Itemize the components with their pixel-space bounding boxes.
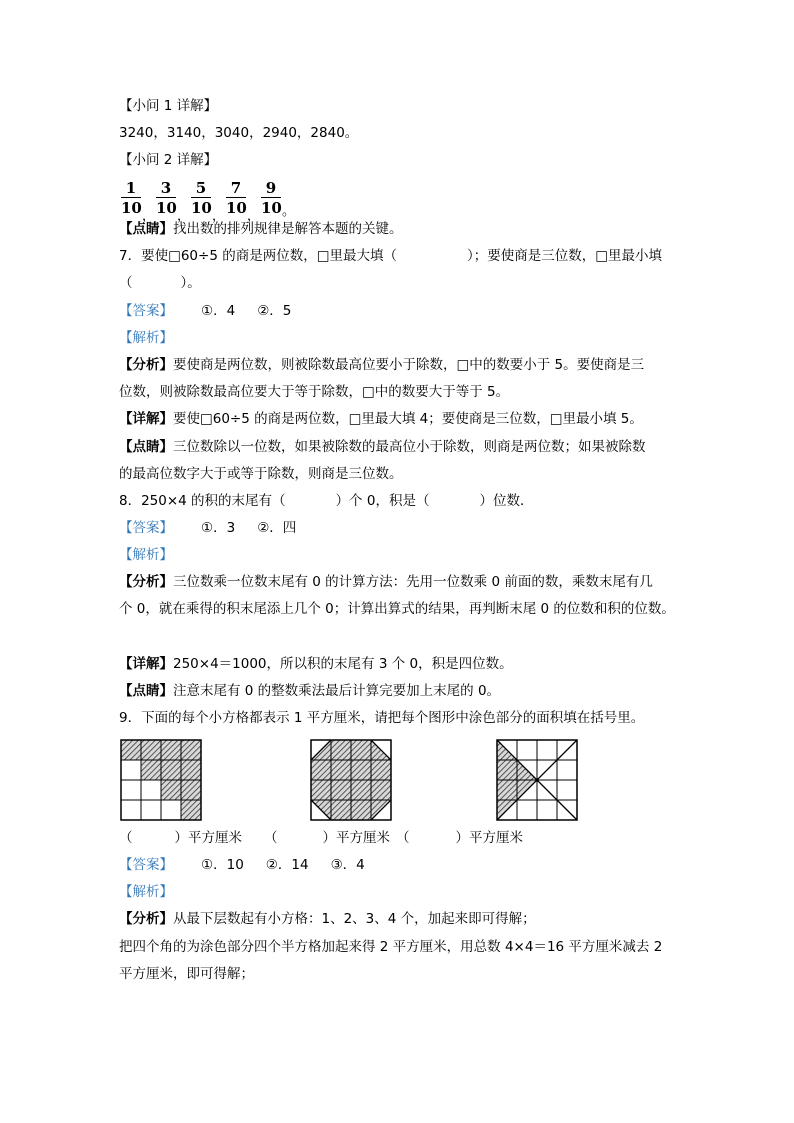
note6: 【点睛】找出数的排列规律是解答本题的关键。 — [119, 221, 403, 237]
figure-staircase-grid — [120, 739, 202, 821]
q9-answer: 【答案】 ①．10 ②．14 ③．4 — [119, 857, 365, 873]
q8-question: 8．250×4 的积的末尾有（ ）个 0，积是（ ）位数． — [119, 493, 534, 509]
q9-fenxi-line1: 【分析】从最下层数起有小方格：1、2、3、4 个，加起来即可得解； — [119, 911, 536, 927]
answer-label: 【答案】 — [119, 520, 173, 536]
fraction-1: 1 10 — [121, 179, 142, 217]
q8-xiangjie: 【详解】250×4＝1000，所以积的末尾有 3 个 0，积是四位数。 — [119, 656, 513, 672]
answer-label: 【答案】 — [119, 857, 173, 873]
q9-blanks: （ ）平方厘米 （ ）平方厘米 （ ）平方厘米 — [119, 830, 523, 846]
q7-fenxi-line1: 【分析】要使商是两位数，则被除数最高位要小于除数，□中的数要小于 5。要使商是三 — [119, 357, 645, 373]
q7-answer: 【答案】 ①．4 ②．5 — [119, 303, 292, 319]
q8-fenxi-line1: 【分析】三位数乘一位数末尾有 0 的计算方法：先用一位数乘 0 前面的数，乘数末尾有几 — [119, 574, 653, 590]
q8-fenxi-line2: 个 0，就在乘得的积末尾添上几个 0；计算出算式的结果，再判断末尾 0 的位数和积的位数。 — [119, 601, 675, 617]
q9-analysis-label: 【解析】 — [119, 884, 173, 900]
fraction-4: 7 10 — [226, 179, 247, 217]
fraction-3: 5 10 — [191, 179, 212, 217]
figure-triangle-grid — [496, 739, 578, 821]
q7-question-line1: 7．要使□60÷5 的商是两位数，□里最大填（ ）；要使商是三位数，□里最小填 — [119, 248, 662, 264]
q7-analysis-label: 【解析】 — [119, 330, 173, 346]
q8-analysis-label: 【解析】 — [119, 547, 173, 563]
q8-dianjing: 【点睛】注意末尾有 0 的整数乘法最后计算完要加上末尾的 0。 — [119, 683, 501, 699]
fraction-5: 9 10 — [261, 179, 282, 217]
q7-fenxi-line2: 位数，则被除数最高位要大于等于除数，□中的数要大于等于 5。 — [119, 384, 510, 400]
figure-octagon-grid — [310, 739, 392, 821]
sub1-heading: 【小问 1 详解】 — [119, 98, 218, 114]
q7-dianjing-line2: 的最高位数字大于或等于除数，则商是三位数。 — [119, 466, 403, 482]
q9-question: 9．下面的每个小方格都表示 1 平方厘米，请把每个图形中涂色部分的面积填在括号里。 — [119, 710, 645, 726]
sub1-answer: 3240，3140，3040，2940，2840。 — [119, 125, 359, 141]
q7-dianjing-line1: 【点睛】三位数除以一位数，如果被除数的最高位小于除数，则商是两位数；如果被除数 — [119, 439, 646, 455]
answer-label: 【答案】 — [119, 303, 173, 319]
fraction-2: 3 10 — [156, 179, 177, 217]
q7-question-line2: （ ）。 — [119, 275, 201, 291]
q8-answer: 【答案】 ①．3 ②．四 — [119, 520, 297, 536]
q7-xiangjie: 【详解】要使□60÷5 的商是两位数，□里最大填 4；要使商是三位数，□里最小填 5。 — [119, 411, 643, 427]
q9-fenxi-line3: 平方厘米，即可得解； — [119, 966, 254, 982]
sub2-heading: 【小问 2 详解】 — [119, 152, 218, 168]
q9-fenxi-line2: 把四个角的为涂色部分四个半方格加起来得 2 平方厘米，用总数 4×4＝16 平方厘米减去 2 — [119, 939, 663, 955]
